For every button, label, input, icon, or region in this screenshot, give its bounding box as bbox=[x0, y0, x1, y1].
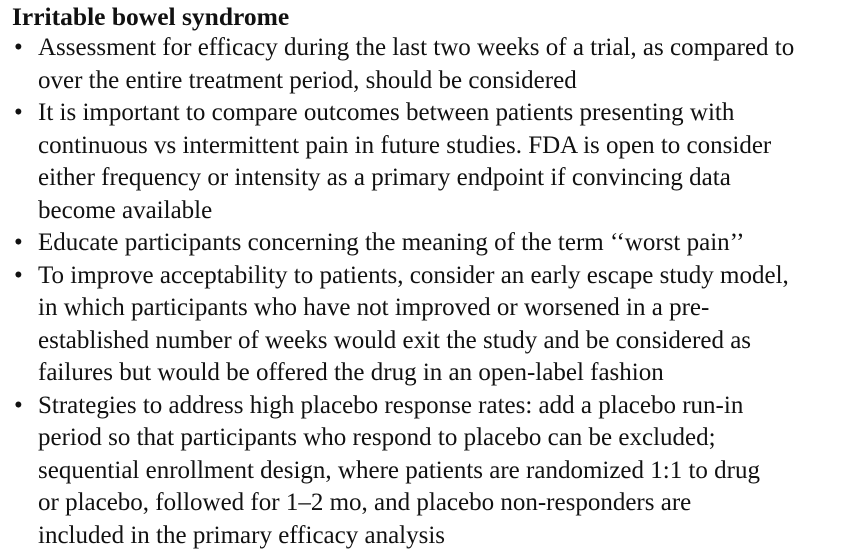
bullet-text-line: Strategies to address high placebo response rates: add a placebo run-in bbox=[38, 391, 744, 419]
bullet-text-line: or placebo, followed for 1–2 mo, and placebo non-responders are bbox=[38, 489, 692, 516]
bullet-text-line: become available bbox=[38, 196, 213, 224]
bullet-icon: • bbox=[14, 99, 23, 126]
bullet-text-line: Educate participants concerning the meaning of the term ‘‘worst pain’’ bbox=[38, 229, 745, 256]
section-title: Irritable bowel syndrome bbox=[12, 2, 290, 31]
bullet-icon: • bbox=[14, 34, 23, 61]
bullet-text-line: sequential enrollment design, where patients are randomized 1:1 to drug bbox=[38, 456, 760, 484]
bullet-item-early-escape-model bbox=[12, 260, 857, 390]
bullet-text-line: failures but would be offered the drug in an open-label fashion bbox=[38, 359, 664, 386]
bullet-icon: • bbox=[14, 261, 23, 289]
bullet-icon: • bbox=[14, 229, 23, 256]
bullet-icon: • bbox=[14, 391, 23, 419]
bullet-text-line: To improve acceptability to patients, consider an early escape study model, bbox=[38, 261, 789, 289]
bullet-item-pain-comparison bbox=[12, 97, 857, 227]
bullet-text-line: included in the primary efficacy analysis bbox=[38, 521, 446, 549]
document-section bbox=[12, 2, 857, 552]
bullet-text-line: established number of weeks would exit the study and be considered as bbox=[38, 326, 752, 354]
bullet-list bbox=[12, 32, 857, 552]
bullet-text-line: It is important to compare outcomes between patients presenting with bbox=[38, 99, 735, 126]
bullet-item-educate-participants bbox=[12, 227, 857, 260]
bullet-text-line: Assessment for efficacy during the last two weeks of a trial, as compared to bbox=[38, 34, 795, 61]
bullet-text-line: period so that participants who respond to placebo can be excluded; bbox=[38, 424, 716, 451]
bullet-text-line: in which participants who have not improved or worsened in a pre- bbox=[38, 294, 710, 321]
bullet-item-placebo-strategies bbox=[12, 390, 857, 552]
bullet-text-line: continuous vs intermittent pain in future studies. FDA is open to consider bbox=[38, 131, 772, 159]
bullet-text-line: either frequency or intensity as a primary endpoint if convincing data bbox=[38, 164, 731, 191]
bullet-text-line: over the entire treatment period, should be considered bbox=[38, 66, 577, 94]
bullet-item-efficacy-assessment bbox=[12, 32, 857, 97]
